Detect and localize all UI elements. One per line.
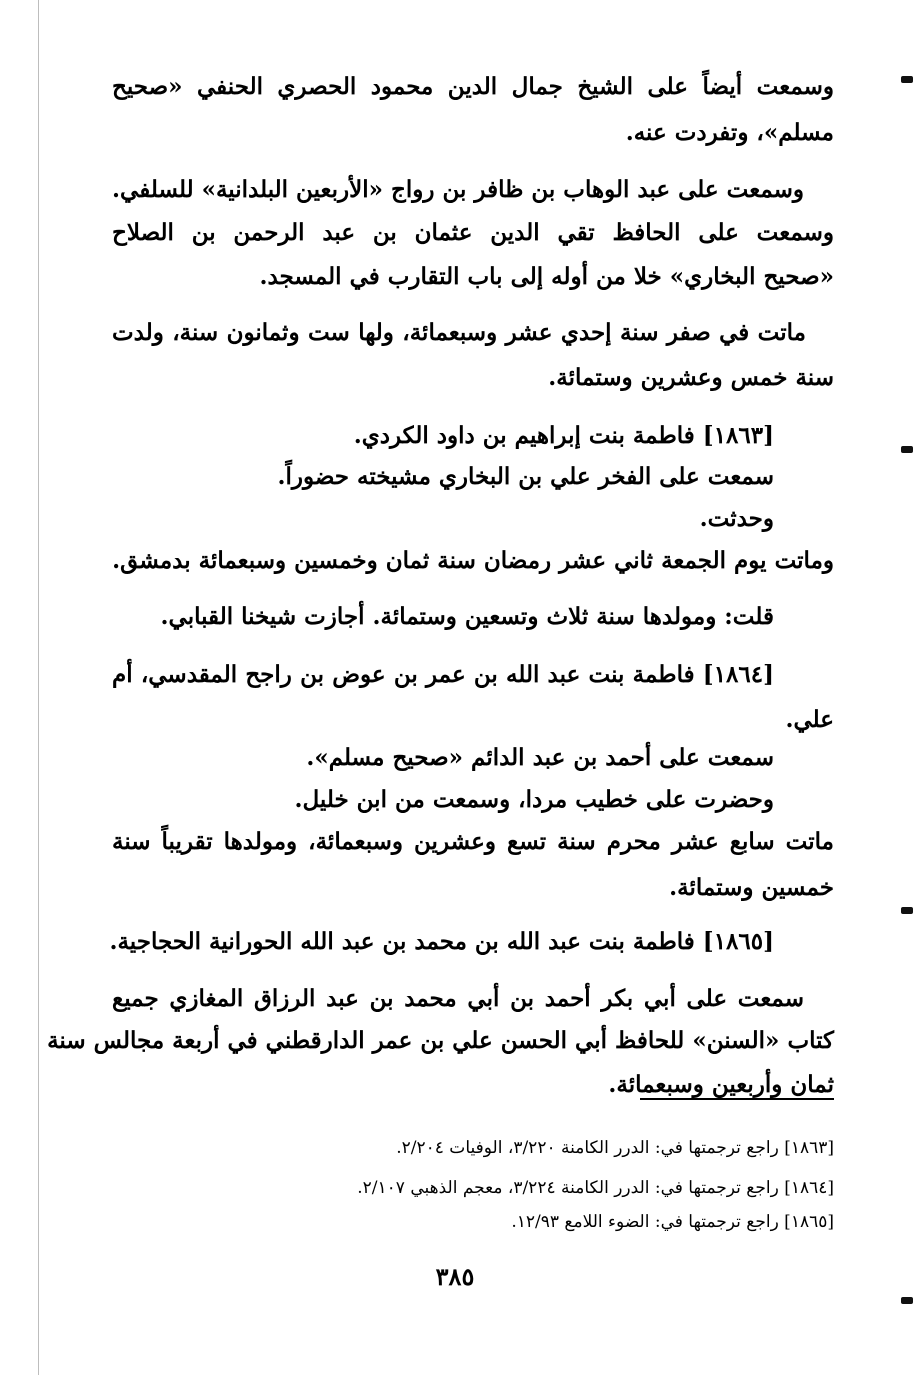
text-line: وماتت يوم الجمعة ثاني عشر رمضان سنة ثمان وخمسين وسبعمائة بدمشق.: [112, 547, 834, 574]
text-line: قلت: ومولدها سنة ثلاث وتسعين وستمائة. أجازت شيخنا القبابي.: [160, 603, 774, 630]
entry-heading-1864: [١٨٦٤] فاطمة بنت عبد الله بن عمر بن عوض بن راجح المقدسي، أم: [112, 661, 774, 688]
text-line: سنة خمس وعشرين وستمائة.: [548, 364, 834, 391]
entry-heading-1863: [١٨٦٣] فاطمة بنت إبراهيم بن داود الكردي.: [353, 422, 774, 449]
text-line: سمعت على أبي بكر أحمد بن أبي محمد بن عبد الرزاق المغازي جميع: [112, 985, 804, 1012]
text-line: مسلم»، وتفردت عنه.: [625, 119, 834, 146]
text-line: وسمعت على عبد الوهاب بن ظافر بن رواج «الأربعين البلدانية» للسلفي.: [112, 176, 804, 203]
text-line: سمعت على الفخر علي بن البخاري مشيخته حضوراً.: [277, 463, 774, 490]
footnote-separator: [640, 1098, 834, 1100]
text-line: «صحيح البخاري» خلا من أوله إلى باب التقارب في المسجد.: [259, 263, 834, 290]
text-line: وسمعت على الحافظ تقي الدين عثمان بن عبد الرحمن بن الصلاح: [112, 219, 834, 246]
text-line: علي.: [785, 706, 834, 733]
text-line: وسمعت أيضاً على الشيخ جمال الدين محمود الحصري الحنفي «صحيح: [112, 73, 834, 100]
text-line: وحضرت على خطيب مردا، وسمعت من ابن خليل.: [294, 786, 774, 813]
edge-mark: [901, 1297, 913, 1304]
page-number: ٣٨٥: [435, 1262, 475, 1291]
text-line: كتاب «السنن» للحافظ أبي الحسن علي بن عمر الدارقطني في أربعة مجالس سنة: [47, 1027, 834, 1054]
text-line: ثمان وأربعين وسبعمائة.: [608, 1071, 834, 1098]
edge-mark: [901, 446, 913, 453]
text-line: خمسين وستمائة.: [669, 874, 834, 901]
edge-mark: [901, 907, 913, 914]
scan-gutter-line: [38, 0, 39, 1375]
footnote-1863: [١٨٦٣] راجع ترجمتها في: الدرر الكامنة ٣/٢٢٠، الوفيات ٢/٢٠٤.: [396, 1138, 834, 1158]
text-line: سمعت على أحمد بن عبد الدائم «صحيح مسلم».: [306, 744, 774, 771]
edge-mark: [901, 76, 913, 83]
text-line: ماتت سابع عشر محرم سنة تسع وعشرين وسبعمائة، ومولدها تقريباً سنة: [112, 828, 834, 855]
footnote-1864: [١٨٦٤] راجع ترجمتها في: الدرر الكامنة ٣/٢٢٤، معجم الذهبي ٢/١٠٧.: [357, 1178, 834, 1198]
text-line: ماتت في صفر سنة إحدي عشر وسبعمائة، ولها ست وثمانون سنة، ولدت: [112, 319, 806, 346]
footnote-1865: [١٨٦٥] راجع ترجمتها في: الضوء اللامع ١٢/٩٣.: [511, 1212, 834, 1232]
entry-heading-1865: [١٨٦٥] فاطمة بنت عبد الله بن محمد بن عبد الله الحورانية الحجاجية.: [109, 928, 774, 955]
text-line: وحدثت.: [699, 505, 774, 532]
